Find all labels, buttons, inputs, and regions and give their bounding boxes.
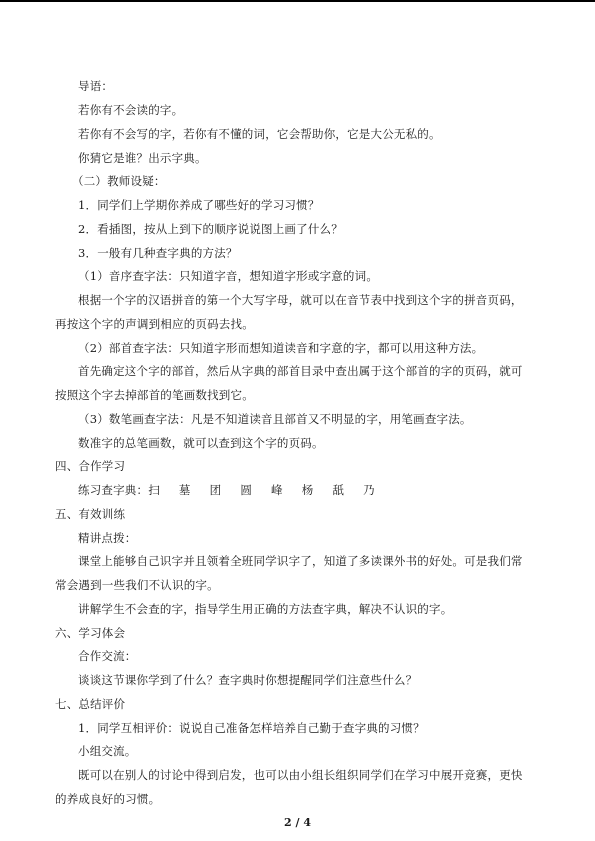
- text-line: 的养成良好的习惯。: [55, 792, 161, 806]
- section-heading: （二）教师设疑：: [72, 174, 166, 188]
- text-line: 课堂上能够自己识字并且领着全班同学识字了，知道了多读课外书的好处。可是我们常: [78, 554, 523, 568]
- text-line: 再按这个字的声调到相应的页码去找。: [55, 317, 254, 331]
- text-line: 常会遇到一些我们不认识的字。: [55, 578, 219, 592]
- practice-label: 练习查字典：扫: [78, 483, 160, 497]
- practice-char: 杨: [301, 483, 314, 497]
- section-heading: 五、有效训练: [55, 507, 126, 521]
- text-line: 2．看插图，按从上到下的顺序说说图上画了什么？: [78, 222, 343, 236]
- text-line: （1）音序查字法：只知道字音，想知道字形或字意的词。: [78, 269, 379, 283]
- text-line: 3．一般有几种查字典的方法？: [78, 246, 238, 260]
- text-line: [78, 483, 394, 497]
- text-line: （2）部首查字法：只知道字形而想知道读音和字意的字，都可以用这种方法。: [78, 341, 484, 355]
- text-line: 根据一个字的汉语拼音的第一个大写字母，就可以在音节表中找到这个字的拼音页码，: [78, 293, 523, 307]
- page-number: 2 / 4: [284, 816, 311, 829]
- text-line: 小组交流。: [78, 744, 137, 758]
- section-heading: 四、合作学习: [55, 459, 126, 473]
- practice-char: 墓: [178, 483, 191, 497]
- text-line: 1．同学们上学期你养成了哪些好的学习习惯？: [78, 198, 320, 212]
- text-line: 数准字的总笔画数，就可以查到这个字的页码。: [78, 436, 324, 450]
- text-line: 按照这个字去掉部首的笔画数找到它。: [55, 388, 254, 402]
- text-line: 若你有不会写的字，若你有不懂的词，它会帮助你，它是大公无私的。: [78, 127, 441, 141]
- practice-char: 团: [209, 483, 222, 497]
- section-heading: 六、学习体会: [55, 626, 126, 640]
- text-line: 讲解学生不会查的字，指导学生用正确的方法查字典，解决不认识的字。: [78, 602, 453, 616]
- text-line: 合作交流：: [78, 649, 137, 663]
- text-line: 精讲点拨：: [78, 531, 137, 545]
- text-line: 若你有不会读的字。: [78, 103, 184, 117]
- text-line: （3）数笔画查字法：凡是不知道读音且部首又不明显的字，用笔画查字法。: [78, 412, 472, 426]
- text-line: 导语：: [78, 79, 114, 93]
- practice-char: 峰: [271, 483, 283, 497]
- text-line: 既可以在别人的讨论中得到启发，也可以由小组长组织同学们在学习中展开竞赛，更快: [78, 768, 523, 782]
- text-line: 谈谈这节课你学到了什么？查字典时你想提醒同学们注意些什么？: [78, 673, 418, 687]
- text-line: 1．同学互相评价：说说自己准备怎样培养自己勤于查字典的习惯？: [78, 721, 425, 735]
- text-line: 你猜它是谁？出示字典。: [78, 151, 207, 165]
- practice-char: 圆: [240, 483, 253, 497]
- section-heading: 七、总结评价: [55, 697, 126, 711]
- text-line: 首先确定这个字的部首，然后从字典的部首目录中查出属于这个部首的字的页码，就可: [78, 364, 523, 378]
- practice-char: 乃: [363, 483, 375, 497]
- practice-char: 舐: [332, 483, 345, 497]
